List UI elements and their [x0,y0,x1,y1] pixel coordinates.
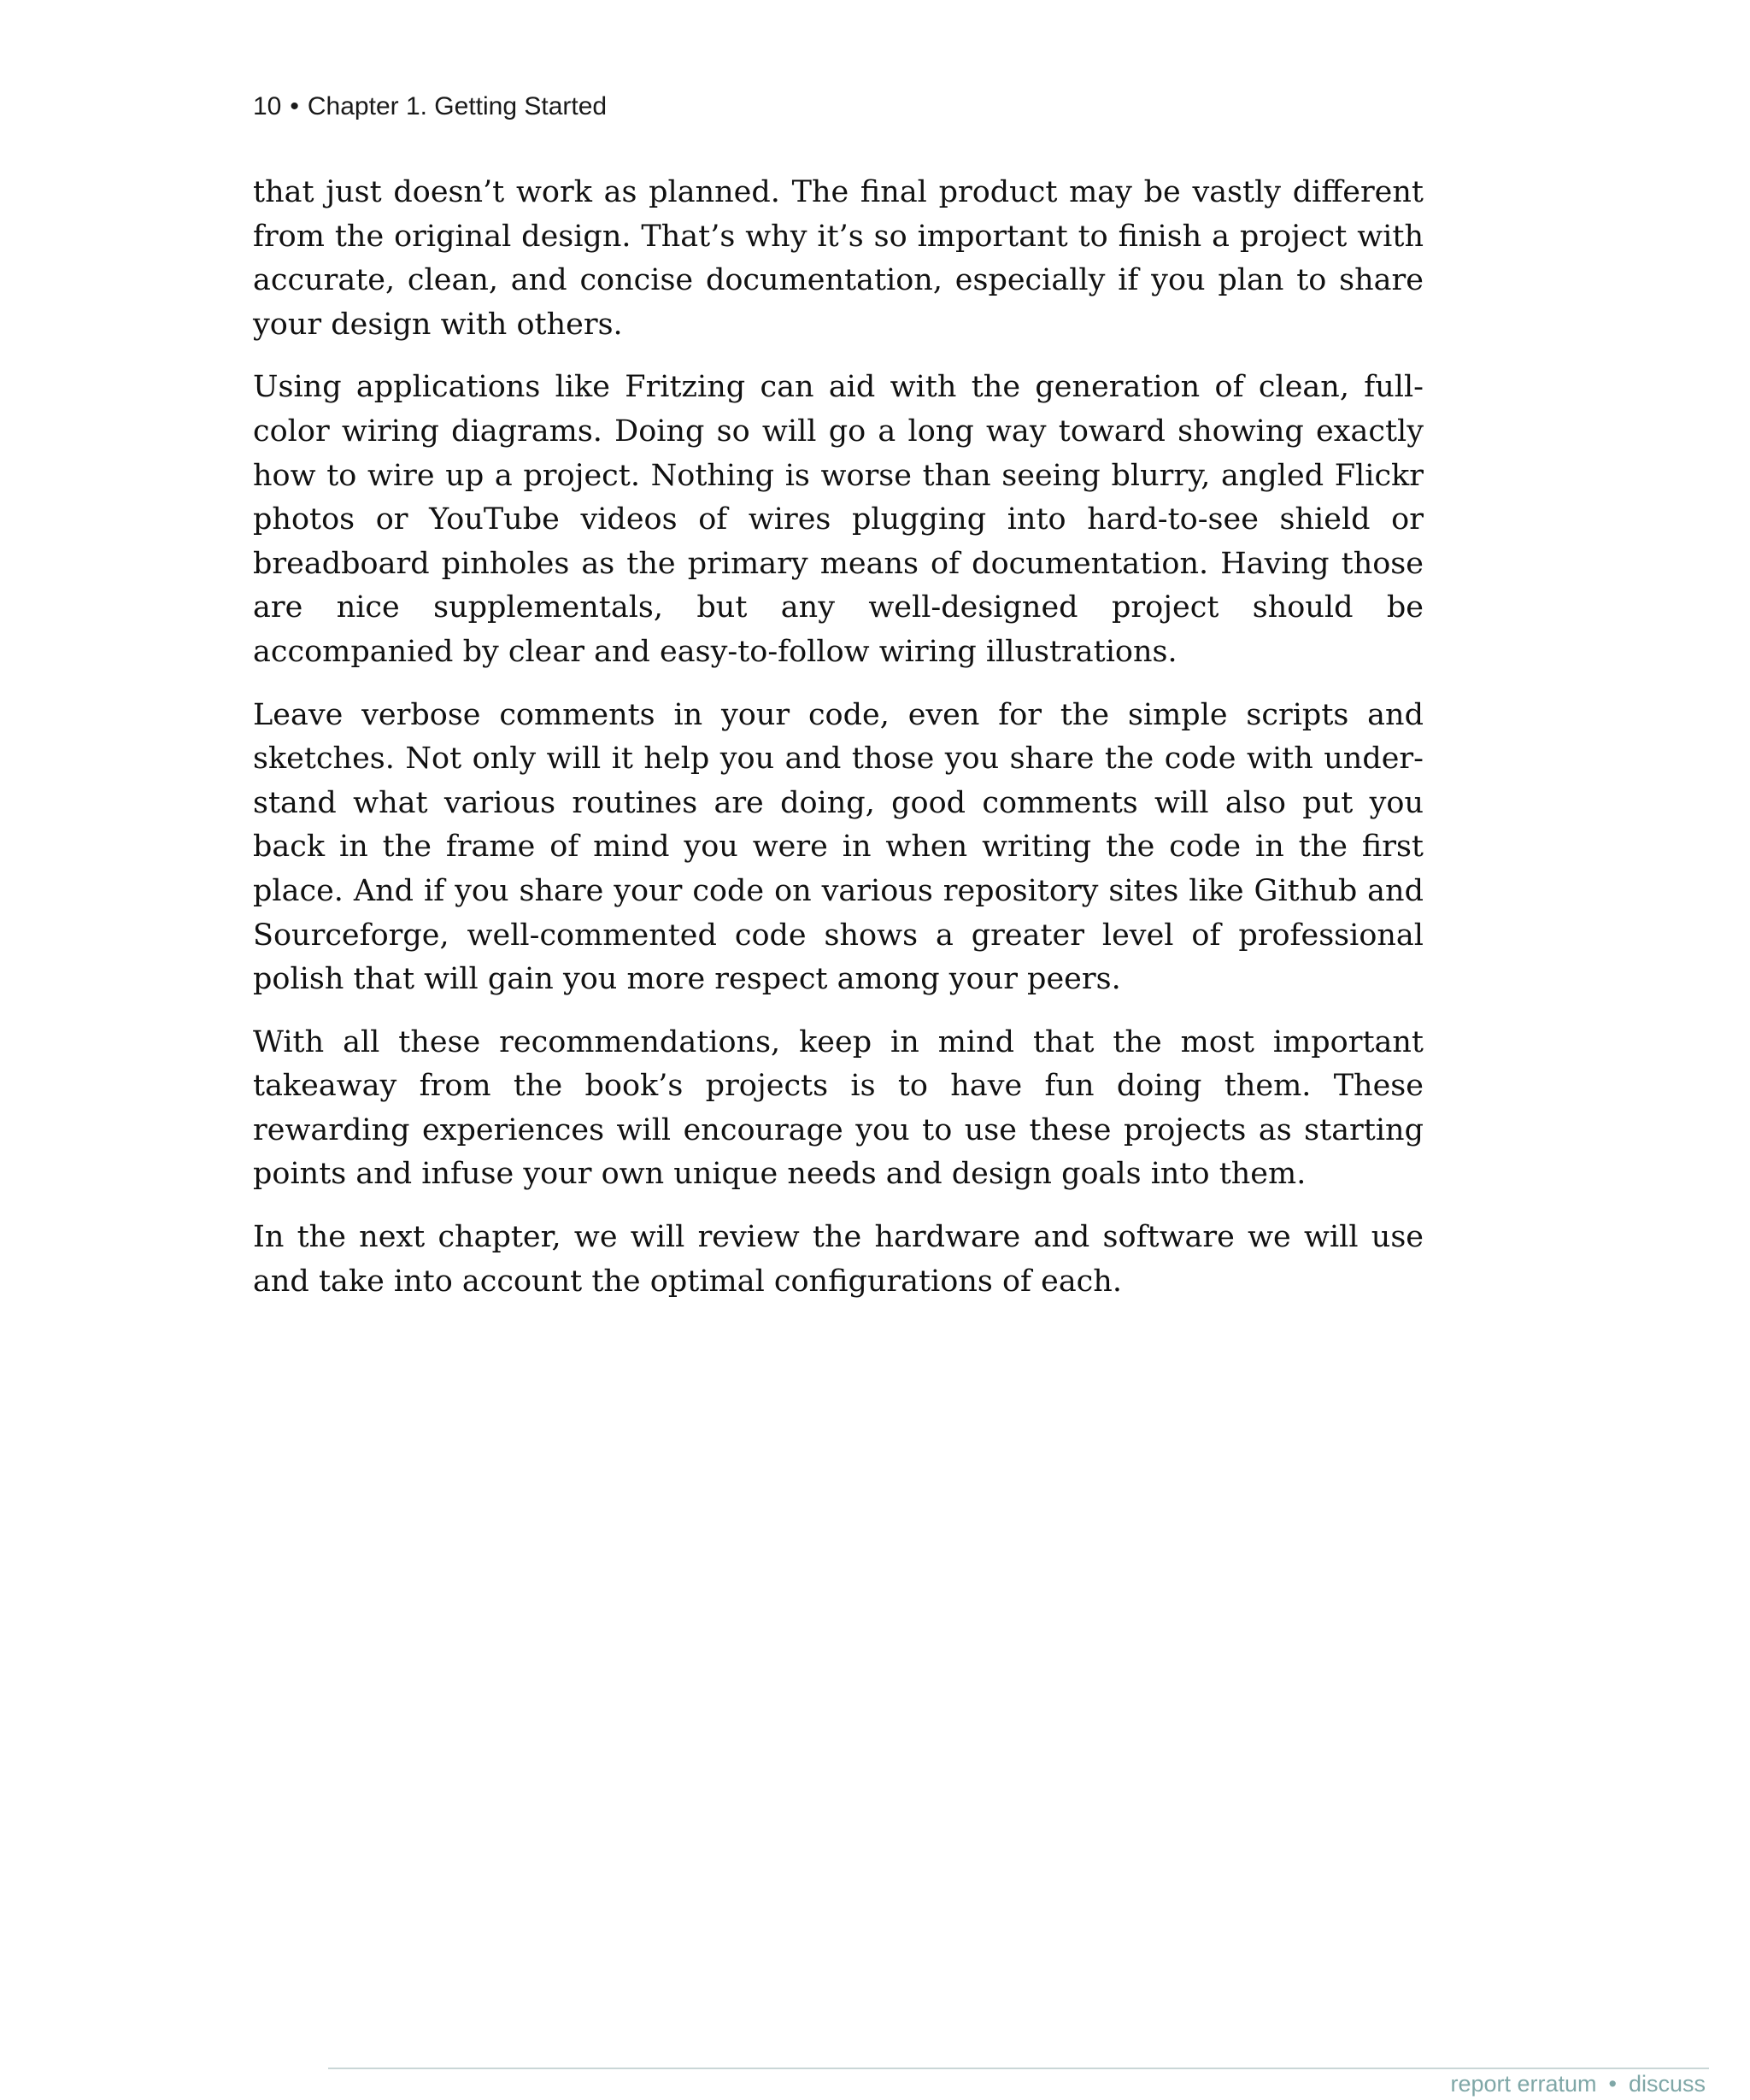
running-head [253,92,607,121]
paragraph-1: that just doesn’t work as planned. The final product may be vastly different from the original design. That’s why it’s so important to finish a project with accurate, clean, and concise documentation, especially if you plan to share your design with others. [253,175,1424,342]
running-head-separator: • [290,92,299,120]
discuss-link[interactable]: discuss [1628,2071,1706,2097]
footer-separator: • [1608,2071,1617,2097]
chapter-title: Chapter 1. Getting Started [307,92,608,120]
paragraph-3: Leave verbose comments in your code, even for the simple scripts and sketches. Not only will it help you and those you share the code with understand what various routines are doing, good comments will also put you back in the frame of mind you were in when writing the code in the first place. And if you share your code on various repository sites like Github and Sourceforge, well-commented code shows a greater level of professional polish that will gain you more respect among your peers. [253,697,1424,997]
page-number: 10 [253,92,282,120]
footer-divider [328,2068,1709,2069]
paragraph-5: In the next chapter, we will review the hardware and software we will use and take into account the optimal configurations of each. [253,1220,1424,1299]
paragraph-2: Using applications like Fritzing can aid with the generation of clean, full-color wiring diagrams. Doing so will go a long way toward showing exactly how to wire up a project. Nothing is worse than seeing blurry, angled Flickr photos or YouTube videos of wires plugging into hard-to-see shield or breadboard pinholes as the primary means of documentation. Having those are nice supplementals, but any well-designed project should be accompanied by clear and easy-to-follow wiring illustrations. [253,370,1424,669]
body-text [253,171,1424,1323]
paragraph-4: With all these recommendations, keep in mind that the most important takeaway from the book’s projects is to have fun doing them. These rewarding experiences will encourage you to use these projects as starting points and infuse your own unique needs and design goals into them. [253,1024,1424,1192]
footer-links [1450,2071,1706,2097]
report-erratum-link[interactable]: report erratum [1450,2071,1597,2097]
